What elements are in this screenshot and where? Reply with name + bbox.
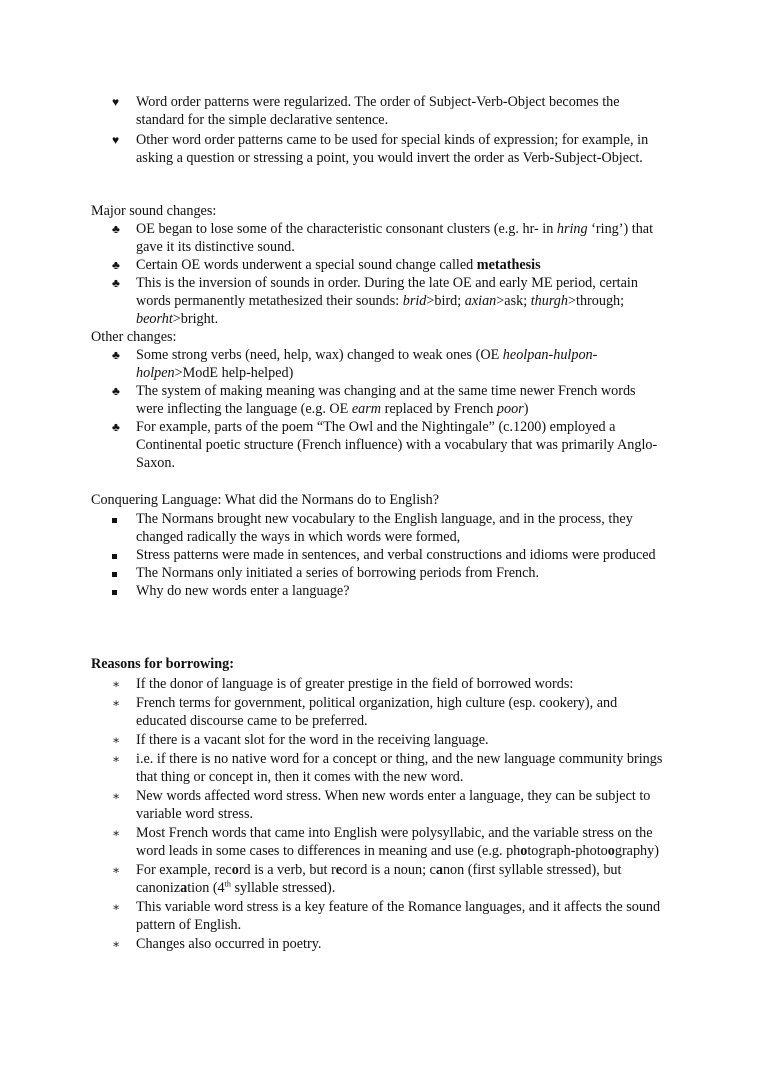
section-heading-sound-changes: Major sound changes: [91, 203, 217, 219]
asterisk-bullet-icon: ∗ [112, 789, 121, 803]
heart-bullet-icon: ♥ [112, 95, 120, 109]
sound-changes-list [112, 220, 664, 328]
list-item: ♣ This is the inversion of sounds in order. During the late OE and early ME period, certain words permanently metathesized their sounds: brid>bird; axian>ask; thurgh>through; beorht>bright. [112, 275, 638, 327]
list-item: ∗ Changes also occurred in poetry. [112, 936, 322, 952]
asterisk-bullet-icon: ∗ [112, 733, 121, 747]
square-bullet-icon [112, 546, 128, 564]
list-item: ♣ For example, parts of the poem “The Owl and the Nightingale” (c.1200) employed a Continental poetic structure (French influence) with a vocabulary that was primarily Anglo-Saxon. [112, 419, 658, 471]
list-item: ∗ If there is a vacant slot for the word in the receiving language. [112, 732, 489, 748]
asterisk-bullet-icon: ∗ [112, 677, 121, 691]
borrowing-list [112, 675, 664, 953]
list-item: The Normans only initiated a series of borrowing periods from French. [112, 564, 664, 582]
section-heading-reasons-for-borrowing: Reasons for borrowing: [91, 656, 234, 672]
list-item: ♥ Word order patterns were regularized. The order of Subject-Verb-Object becomes the standard for the simple declarative sentence. [112, 94, 620, 128]
club-bullet-icon: ♣ [112, 384, 120, 398]
section-heading-conquering-language: Conquering Language: What did the Normans do to English? [91, 492, 440, 508]
list-item: ∗ French terms for government, political organization, high culture (esp. cookery), and educated discourse came to be preferred. [112, 695, 618, 729]
square-bullet-icon [112, 510, 128, 528]
section-heading-other-changes: Other changes: [91, 329, 177, 345]
asterisk-bullet-icon: ∗ [112, 863, 121, 877]
list-item: ♣ Certain OE words underwent a special sound change called metathesis [112, 257, 541, 273]
list-item: Stress patterns were made in sentences, and verbal constructions and idioms were produced [112, 546, 664, 564]
list-item: ♣ OE began to lose some of the characteristic consonant clusters (e.g. hr- in hring ‘ring’) that gave it its distinctive sound. [112, 221, 654, 255]
asterisk-bullet-icon: ∗ [112, 937, 121, 951]
club-bullet-icon: ♣ [112, 420, 120, 434]
list-item: ∗ New words affected word stress. When new words enter a language, they can be subject to variable word stress. [112, 788, 651, 822]
asterisk-bullet-icon: ∗ [112, 752, 121, 766]
asterisk-bullet-icon: ∗ [112, 900, 121, 914]
club-bullet-icon: ♣ [112, 222, 120, 236]
asterisk-bullet-icon: ∗ [112, 826, 121, 840]
club-bullet-icon: ♣ [112, 258, 120, 272]
club-bullet-icon: ♣ [112, 276, 120, 290]
square-bullet-icon [112, 564, 128, 582]
list-item: ∗ For example, record is a verb, but record is a noun; canon (first syllable stressed), but canonization (4th syllable stressed). [112, 862, 622, 896]
list-item: ♣ Some strong verbs (need, help, wax) changed to weak ones (OE heolpan-hulpon-holpen>ModE help-helped) [112, 347, 598, 381]
list-item: ∗ Most French words that came into English were polysyllabic, and the variable stress on the word leads in some cases to differences in meaning and use (e.g. photograph-photoography) [112, 825, 659, 859]
other-changes-list [112, 346, 664, 472]
asterisk-bullet-icon: ∗ [112, 696, 121, 710]
normans-list [112, 510, 664, 600]
word-order-list [112, 93, 664, 167]
heart-bullet-icon: ♥ [112, 133, 120, 147]
list-item: ∗ If the donor of language is of greater prestige in the field of borrowed words: [112, 676, 574, 692]
list-item: ∗ This variable word stress is a key feature of the Romance languages, and it affects the sound pattern of English. [112, 899, 661, 933]
list-item: Why do new words enter a language? [112, 582, 664, 600]
list-item: ∗ i.e. if there is no native word for a concept or thing, and the new language community brings that thing or concept in, then it comes with the new word. [112, 751, 663, 785]
club-bullet-icon: ♣ [112, 348, 120, 362]
square-bullet-icon [112, 582, 128, 600]
list-item: ♣ The system of making meaning was changing and at the same time newer French words were inflecting the language (e.g. OE earm replaced by French poor) [112, 383, 636, 417]
list-item: The Normans brought new vocabulary to the English language, and in the process, they changed radically the ways in which words were formed, [112, 510, 664, 546]
list-item: ♥ Other word order patterns came to be used for special kinds of expression; for example, in asking a question or stressing a point, you would invert the order as Verb-Subject-Object. [112, 132, 649, 166]
